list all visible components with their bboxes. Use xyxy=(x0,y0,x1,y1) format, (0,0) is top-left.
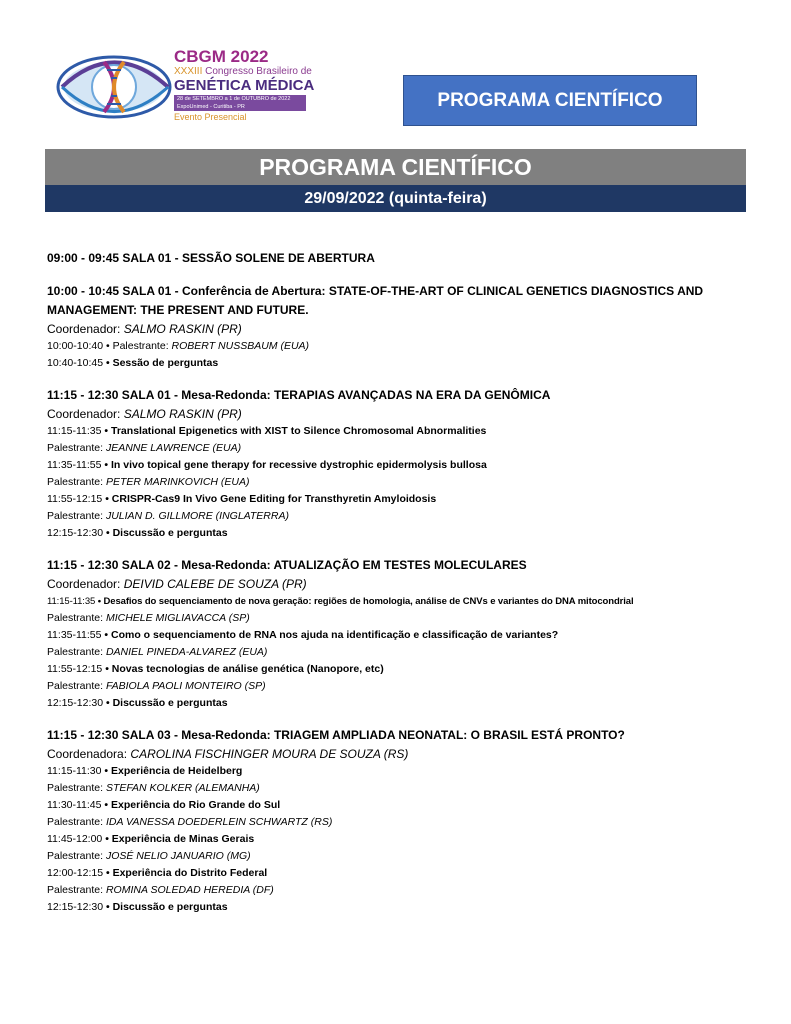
item-title: • Experiência de Minas Gerais xyxy=(105,833,255,845)
list-item xyxy=(47,627,747,644)
item-time: 12:15-12:30 xyxy=(47,901,104,913)
logo-congress-label: Congresso Brasileiro de xyxy=(205,66,312,77)
logo-dates xyxy=(174,95,306,111)
speaker-label: Palestrante: xyxy=(47,850,104,862)
item-time: 12:15-12:30 xyxy=(47,697,104,709)
item-time: 12:00-12:15 xyxy=(47,867,104,879)
list-item xyxy=(47,797,747,814)
coordinator-name: SALMO RASKIN (PR) xyxy=(123,322,242,336)
speaker-line xyxy=(47,474,747,491)
logo-venue: ExpoUnimed - Curitiba - PR xyxy=(177,104,245,110)
item-speaker: ROBERT NUSSBAUM (EUA) xyxy=(171,340,310,352)
session-heading: 11:15 - 12:30 SALA 01 - Mesa-Redonda: TERAPIAS AVANÇADAS NA ERA DA GENÔMICA xyxy=(47,388,551,402)
session-heading: 11:15 - 12:30 SALA 03 - Mesa-Redonda: TRIAGEM AMPLIADA NEONATAL: O BRASIL ESTÁ PRONTO? xyxy=(47,728,625,742)
list-item xyxy=(47,763,747,780)
speaker-name: DANIEL PINEDA-ALVAREZ (EUA) xyxy=(105,646,268,658)
page-title: PROGRAMA CIENTÍFICO xyxy=(45,149,746,185)
coordinator-label: Coordenador: xyxy=(47,407,121,421)
item-time: 12:15-12:30 xyxy=(47,527,104,539)
item-time: 11:45-12:00 xyxy=(47,833,103,845)
session-heading: 10:00 - 10:45 SALA 01 - Conferência de Abertura: STATE-OF-THE-ART OF CLINICAL GENETICS DIAGNOSTICS AND xyxy=(47,284,704,298)
speaker-line xyxy=(47,780,747,797)
list-item xyxy=(47,423,747,440)
item-title: • Sessão de perguntas xyxy=(105,357,219,369)
list-item xyxy=(47,865,747,882)
item-title: • In vivo topical gene therapy for recessive dystrophic epidermolysis bullosa xyxy=(104,459,487,471)
item-title: • Discussão e perguntas xyxy=(105,697,228,709)
session-heading: 09:00 - 09:45 SALA 01 - SESSÃO SOLENE DE ABERTURA xyxy=(47,251,375,265)
coordinator-label: Coordenadora: xyxy=(47,747,128,761)
item-title: • Discussão e perguntas xyxy=(105,527,228,539)
speaker-name: JEANNE LAWRENCE (EUA) xyxy=(105,442,242,454)
coordinator xyxy=(47,405,747,423)
speaker-name: MICHELE MIGLIAVACCA (SP) xyxy=(105,612,250,624)
speaker-line xyxy=(47,610,747,627)
speaker-name: JULIAN D. GILLMORE (INGLATERRA) xyxy=(105,510,289,522)
list-item xyxy=(47,661,747,678)
speaker-label: Palestrante: xyxy=(47,884,104,896)
event-logo xyxy=(56,42,326,132)
speaker-name: FABIOLA PAOLI MONTEIRO (SP) xyxy=(105,680,266,692)
logo-name: GENÉTICA MÉDICA xyxy=(174,77,315,94)
coordinator-label: Coordenador: xyxy=(47,322,121,336)
speaker-label: Palestrante: xyxy=(47,680,104,692)
item-title: • Translational Epigenetics with XIST to Silence Chromosomal Abnormalities xyxy=(104,425,487,437)
speaker-name: IDA VANESSA DOEDERLEIN SCHWARTZ (RS) xyxy=(105,816,333,828)
speaker-line xyxy=(47,848,747,865)
item-title: • Experiência do Rio Grande do Sul xyxy=(104,799,281,811)
speaker-label: Palestrante: xyxy=(47,782,104,794)
programa-box: PROGRAMA CIENTÍFICO xyxy=(403,75,697,126)
speaker-line xyxy=(47,508,747,525)
speaker-line xyxy=(47,678,747,695)
logo-text xyxy=(174,48,314,124)
coordinator-label: Coordenador: xyxy=(47,577,121,591)
coordinator-name: SALMO RASKIN (PR) xyxy=(123,407,242,421)
list-item xyxy=(47,355,747,372)
logo-dates-text: 28 de SETEMBRO a 1 de OUTUBRO de 2022 xyxy=(177,96,291,102)
item-time: 11:35-11:55 xyxy=(47,629,102,641)
speaker-line xyxy=(47,644,747,661)
coordinator xyxy=(47,745,747,763)
list-item xyxy=(47,338,747,355)
item-time: 11:55-12:15 xyxy=(47,493,103,505)
item-time: 11:15-11:35 xyxy=(47,596,96,607)
speaker-line xyxy=(47,882,747,899)
speaker-label: Palestrante: xyxy=(47,612,104,624)
session-heading: 11:15 - 12:30 SALA 02 - Mesa-Redonda: ATUALIZAÇÃO EM TESTES MOLECULARES xyxy=(47,558,527,572)
list-item xyxy=(47,593,747,610)
speaker-name: PETER MARINKOVICH (EUA) xyxy=(105,476,250,488)
coordinator-name: DEIVID CALEBE DE SOUZA (PR) xyxy=(123,577,307,591)
session-heading-cont: MANAGEMENT: THE PRESENT AND FUTURE. xyxy=(47,303,309,317)
logo-abbr: CBGM 2022 xyxy=(174,47,269,66)
item-time: 10:00-10:40 xyxy=(47,340,104,352)
item-time: 11:15-11:35 xyxy=(47,425,102,437)
item-prefix: • Palestrante: xyxy=(105,340,169,352)
item-title: • Experiência do Distrito Federal xyxy=(105,867,268,879)
item-title: • Experiência de Heidelberg xyxy=(104,765,243,777)
dna-eye-logo-icon xyxy=(56,48,174,126)
list-item xyxy=(47,457,747,474)
item-title: • Como o sequenciamento de RNA nos ajuda na identificação e classificação de variantes? xyxy=(104,629,559,641)
item-title: • Novas tecnologias de análise genética (Nanopore, etc) xyxy=(105,663,384,675)
coordinator xyxy=(47,575,747,593)
coordinator xyxy=(47,320,747,338)
speaker-label: Palestrante: xyxy=(47,442,104,454)
item-time: 11:15-11:30 xyxy=(47,765,102,777)
speaker-name: STEFAN KOLKER (ALEMANHA) xyxy=(105,782,260,794)
speaker-label: Palestrante: xyxy=(47,510,104,522)
coordinator-name: CAROLINA FISCHINGER MOURA DE SOUZA (RS) xyxy=(130,747,409,761)
speaker-label: Palestrante: xyxy=(47,476,104,488)
logo-format: Evento Presencial xyxy=(174,112,247,122)
list-item xyxy=(47,831,747,848)
speaker-line xyxy=(47,814,747,831)
speaker-label: Palestrante: xyxy=(47,816,104,828)
list-item xyxy=(47,899,747,916)
item-time: 11:35-11:55 xyxy=(47,459,102,471)
item-time: 11:30-11:45 xyxy=(47,799,102,811)
speaker-name: ROMINA SOLEDAD HEREDIA (DF) xyxy=(105,884,274,896)
speaker-line xyxy=(47,440,747,457)
list-item xyxy=(47,525,747,542)
item-title: • Desafios do sequenciamento de nova geração: regiões de homologia, análise de CNVs e variantes do DNA mitocondrial xyxy=(97,596,634,607)
date-banner: 29/09/2022 (quinta-feira) xyxy=(45,185,746,212)
speaker-name: JOSÉ NELIO JANUARIO (MG) xyxy=(105,850,251,862)
list-item xyxy=(47,491,747,508)
program-content xyxy=(47,249,747,916)
item-time: 11:55-12:15 xyxy=(47,663,103,675)
logo-edition: XXXIII xyxy=(174,66,203,77)
item-title: • Discussão e perguntas xyxy=(105,901,228,913)
item-time: 10:40-10:45 xyxy=(47,357,104,369)
list-item xyxy=(47,695,747,712)
item-title: • CRISPR-Cas9 In Vivo Gene Editing for Transthyretin Amyloidosis xyxy=(105,493,437,505)
speaker-label: Palestrante: xyxy=(47,646,104,658)
